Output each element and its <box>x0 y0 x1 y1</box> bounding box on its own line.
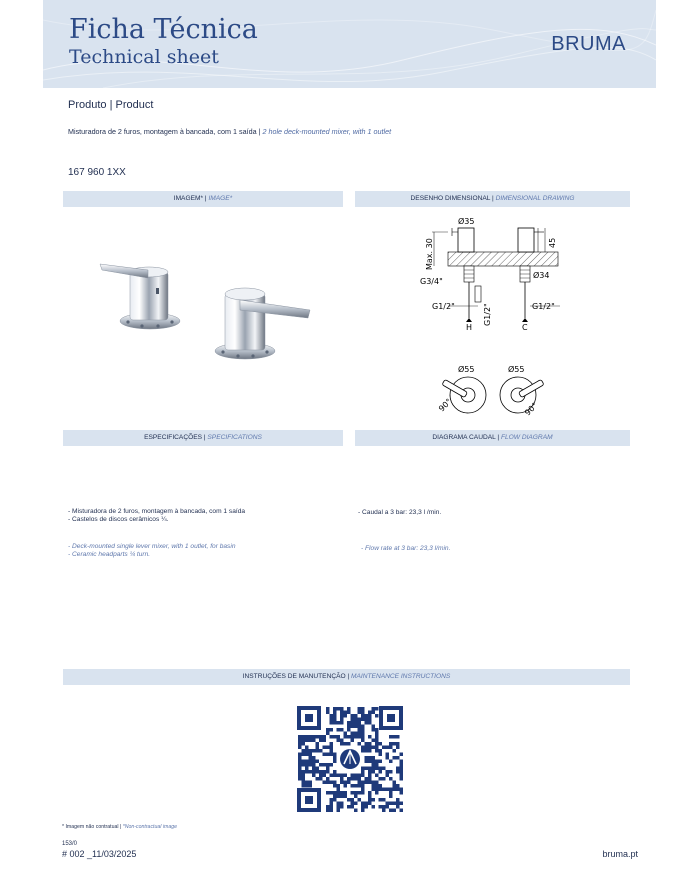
flow-rate-en: - Flow rate at 3 bar: 23,3 l/min. <box>361 545 451 552</box>
dim-deg-right: 90° <box>523 401 540 418</box>
dim-g12-left: G1/2" <box>432 302 455 311</box>
note-pt: * Imagem não contratual <box>62 824 119 830</box>
specs-section-bar: ESPECIFICAÇÕES | SPECIFICATIONS <box>63 430 343 446</box>
dim-g12-mid: G1/2" <box>483 303 492 326</box>
maintenance-bar-pt: INSTRUÇÕES DE MANUTENÇÃO <box>242 673 346 680</box>
title-pt: Ficha Técnica <box>69 14 258 45</box>
doc-revision-date: # 002 _11/03/2025 <box>62 849 137 859</box>
dim-d34: Ø34 <box>533 271 550 280</box>
image-section-bar: IMAGEM* | IMAGE* <box>63 191 343 207</box>
flow-bar-pt: DIAGRAMA CAUDAL <box>432 434 496 441</box>
image-bar-en: IMAGE* <box>208 195 233 202</box>
dimensional-drawing <box>420 210 570 425</box>
dim-max30: Max. 30 <box>425 238 434 270</box>
title-en: Technical sheet <box>69 46 219 68</box>
header-banner <box>43 0 656 88</box>
spec-list-pt <box>68 508 245 524</box>
image-bar-pt: IMAGEM* <box>173 195 204 202</box>
dim-deg-left: 90° <box>437 397 454 414</box>
product-heading: Produto | Product <box>68 99 154 111</box>
description-pt: Misturadora de 2 furos, montagem à bancada, com 1 saída <box>68 127 257 136</box>
product-code: 167 960 1XX <box>68 167 126 178</box>
specs-bar-pt: ESPECIFICAÇÕES <box>144 434 203 441</box>
flow-rate-pt: - Caudal a 3 bar: 23,3 l /min. <box>358 509 442 516</box>
flow-bar-en: FLOW DIAGRAM <box>500 434 553 441</box>
doc-code: 153/0 <box>62 841 78 847</box>
non-contractual-note: * Imagem não contratual | *Non-contractual image <box>62 824 177 830</box>
maintenance-bar-en: MAINTENANCE INSTRUCTIONS <box>351 673 451 680</box>
drawing-bar-en: DIMENSIONAL DRAWING <box>495 195 575 202</box>
specs-bar-en: SPECIFICATIONS <box>207 434 262 441</box>
flow-section-bar: DIAGRAMA CAUDAL | FLOW DIAGRAM <box>355 430 630 446</box>
dim-d55-right: Ø55 <box>508 365 525 374</box>
description-separator: | <box>256 127 263 136</box>
dim-d55-left: Ø55 <box>458 365 475 374</box>
dim-g34: G3/4" <box>420 277 443 286</box>
description-en: 2 hole deck-mounted mixer, with 1 outlet <box>262 127 392 136</box>
drawing-bar-pt: DESENHO DIMENSIONAL <box>410 195 491 202</box>
brand-logo: BRUMA <box>551 33 626 55</box>
spec-item-en-2: - Ceramic headparts ¼ turn. <box>68 551 151 558</box>
spec-item-pt-2: - Castelos de discos cerâmicos ¼. <box>68 516 169 523</box>
product-description <box>68 127 391 136</box>
drawing-section-bar: DESENHO DIMENSIONAL | DIMENSIONAL DRAWING <box>355 191 630 207</box>
website-link[interactable]: bruma.pt <box>602 849 638 859</box>
dim-45: 45 <box>548 237 557 248</box>
product-image <box>90 250 320 375</box>
dim-g12-right: G1/2" <box>532 302 555 311</box>
dim-c: C <box>522 323 528 332</box>
maintenance-section-bar: INSTRUÇÕES DE MANUTENÇÃO | MAINTENANCE INSTRUCTIONS <box>63 669 630 685</box>
dim-d35: Ø35 <box>458 217 475 226</box>
dim-h: H <box>466 323 473 332</box>
note-en: *Non-contractual image <box>122 824 177 830</box>
qr-code[interactable] <box>297 706 403 812</box>
spec-item-pt-1: - Misturadora de 2 furos, montagem à bancada, com 1 saída <box>68 508 246 515</box>
spec-list-en <box>68 543 235 559</box>
spec-item-en-1: - Deck-mounted single lever mixer, with 1 outlet, for basin <box>68 543 236 550</box>
